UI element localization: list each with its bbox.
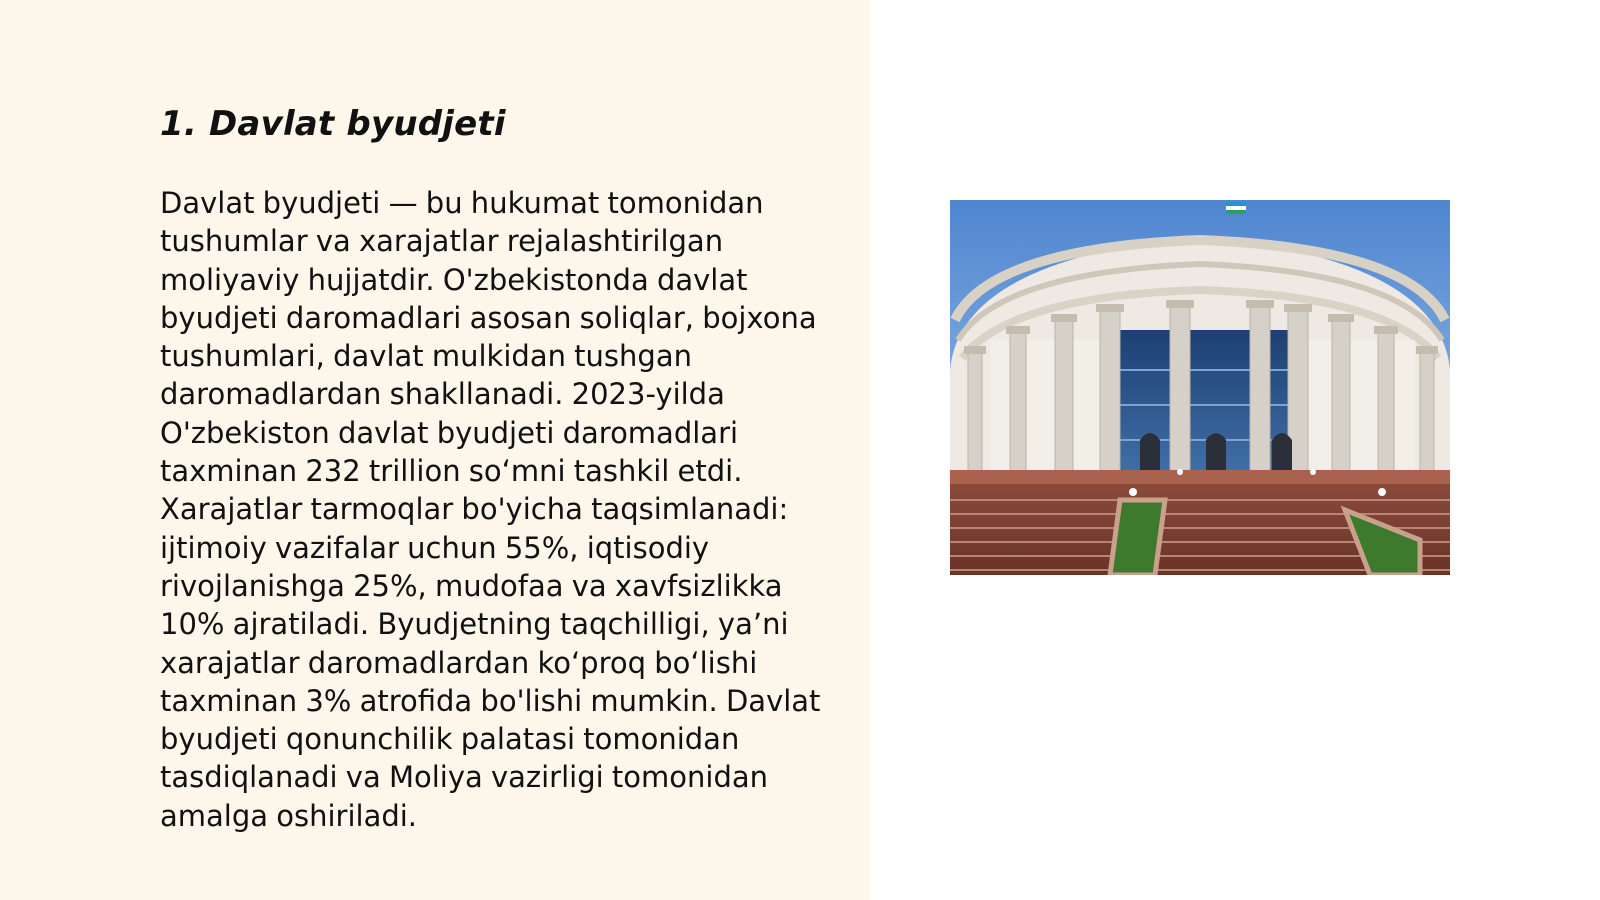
parliament-building-photo xyxy=(950,200,1450,575)
slide-body-text: Davlat byudjeti — bu hukumat tomonidan tushumlar va xarajatlar rejalashtirilgan moliyaviy hujjatdir. O'zbekistonda davlat byudjeti daromadlari asosan soliqlar, bojxona tushumlari, davlat mulkidan tushgan daromadlardan shakllanadi. 2023-yilda O'zbekiston davlat byudjeti daromadlari taxminan 232 trillion so‘mni tashkil etdi. Xarajatlar tarmoqlar bo'yicha taqsimlanadi: ijtimoiy vazifalar uchun 55%, iqtisodiy rivojlanishga 25%, mudofaa va xavfsizlikka 10% ajratiladi. Byudjetning taqchilligi, ya’ni xarajatlar daromadlardan ko‘proq bo‘lishi taxminan 3% atrofida bo'lishi mumkin. Davlat byudjeti qonunchilik palatasi tomonidan tasdiqlanadi va Moliya vazirligi tomonidan amalga oshiriladi. xyxy=(160,186,821,833)
slide-title: 1. Davlat byudjeti xyxy=(160,104,506,144)
